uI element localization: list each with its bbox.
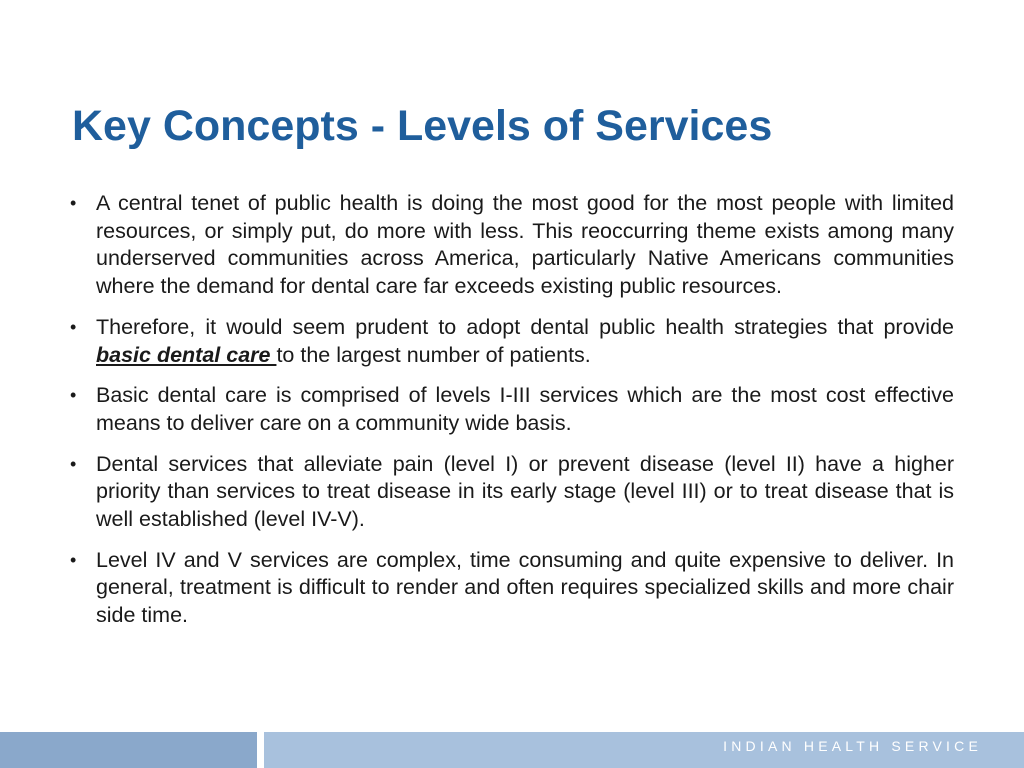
bullet-item bbox=[70, 451, 954, 534]
bullet-text-before: Therefore, it would seem prudent to adopt dental public health strategies that provide bbox=[96, 314, 954, 339]
bullet-icon: • bbox=[70, 385, 77, 406]
slide-title: Key Concepts - Levels of Services bbox=[72, 102, 773, 150]
bullet-icon: • bbox=[70, 193, 77, 213]
footer-bar-left bbox=[0, 732, 257, 768]
bullet-text-after: to the largest number of patients. bbox=[276, 342, 591, 367]
bullet-icon: • bbox=[70, 453, 77, 474]
emphasized-phrase: basic dental care bbox=[96, 342, 277, 367]
bullet-text: Basic dental care is comprised of levels I-III services which are the most cost effective means to deliver care on a community wide basis. bbox=[96, 383, 954, 435]
bullet-item bbox=[70, 314, 954, 369]
footer-organization-name: INDIAN HEALTH SERVICE bbox=[723, 738, 982, 754]
bullet-text: Level IV and V services are complex, time consuming and quite expensive to deliver. In general, treatment is difficult to render and often requires specialized skills and more chair side time. bbox=[96, 547, 954, 628]
bullet-text: Dental services that alleviate pain (level I) or prevent disease (level II) have a higher priority than services to treat disease in its early stage (level III) or to treat disease that is well established (level IV-V). bbox=[96, 451, 954, 532]
bullet-item bbox=[70, 547, 954, 630]
bullet-item bbox=[70, 382, 954, 437]
bullet-item bbox=[70, 190, 954, 301]
bullet-icon: • bbox=[70, 316, 77, 337]
bullet-icon: • bbox=[70, 549, 77, 570]
bullet-text: A central tenet of public health is doing the most good for the most people with limited resources, or simply put, do more with less. This reoccurring theme exists among many underserved communities across America, particularly Native Americans communities where the demand for dental care far exceeds existing public resources. bbox=[96, 191, 954, 299]
bullet-list bbox=[70, 190, 954, 643]
